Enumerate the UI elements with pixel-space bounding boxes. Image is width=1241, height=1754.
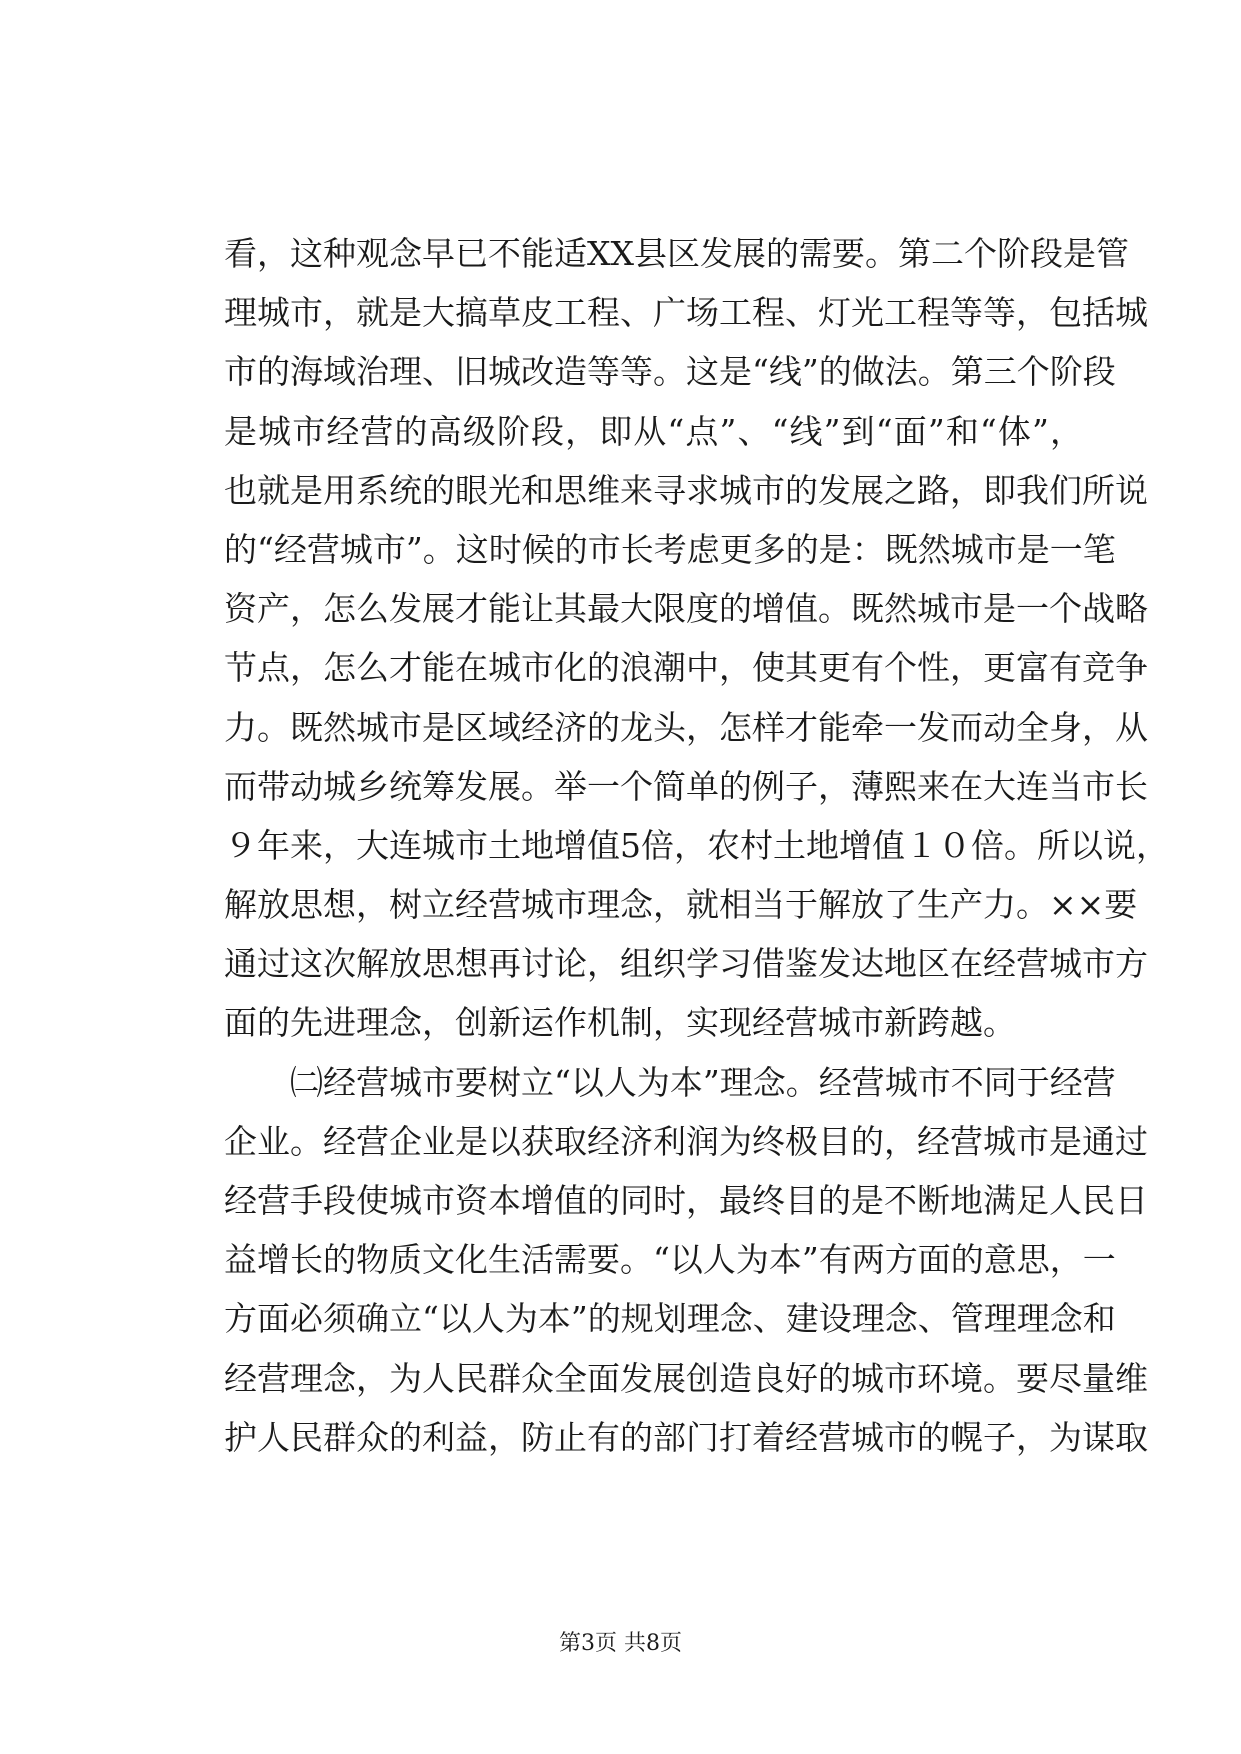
text-line: 资产，怎么发展才能让其最大限度的增值。既然城市是一个战略 [224,589,1148,629]
text-line: 护人民群众的利益，防止有的部门打着经营城市的幌子，为谋取 [224,1417,1148,1457]
text-line: 看，这种观念早已不能适XX县区发展的需要。第二个阶段是管 [224,234,1129,273]
text-line: ㈡经营城市要树立“以人为本”理念。经营城市不同于经营 [290,1062,1116,1102]
text-line: 经营手段使城市资本增值的同时，最终目的是不断地满足人民日 [224,1181,1148,1220]
text-line: 市的海域治理、旧城改造等等。这是“线”的做法。第三个阶段 [224,352,1116,392]
text-line: 面的先进理念，创新运作机制，实现经营城市新跨越。 [224,1003,1016,1043]
text-line: 的“经营城市”。这时候的市长考虑更多的是：既然城市是一笔 [224,529,1116,569]
text-line: 节点，怎么才能在城市化的浪潮中，使其更有个性，更富有竞争 [224,648,1148,688]
page-number: 第3页 共8页 [559,1631,682,1656]
text-line: 也就是用系统的眼光和思维来寻求城市的发展之路，即我们所说 [224,470,1148,510]
text-line: ９年来，大连城市土地增值5倍，农村土地增值１０倍。所以说， [224,825,1169,865]
text-line: 理城市，就是大搞草皮工程、广场工程、灯光工程等等，包括城 [224,293,1148,333]
text-line: 企业。经营企业是以获取经济利润为终极目的，经营城市是通过 [224,1121,1148,1161]
text-line: 解放思想，树立经营城市理念，就相当于解放了生产力。××要 [224,885,1138,925]
text-line: 是城市经营的高级阶段，即从“点”、“线”到“面”和“体”， [224,411,1083,451]
text-line: 通过这次解放思想再讨论，组织学习借鉴发达地区在经营城市方 [224,944,1148,984]
text-line: 而带动城乡统筹发展。举一个简单的例子，薄熙来在大连当市长 [224,766,1148,806]
text-line: 经营理念，为人民群众全面发展创造良好的城市环境。要尽量维 [224,1358,1148,1398]
text-line: 益增长的物质文化生活需要。“以人为本”有两方面的意思，一 [224,1240,1116,1280]
text-line: 力。既然城市是区域经济的龙头，怎样才能牵一发而动全身，从 [224,707,1148,747]
text-line: 方面必须确立“以人为本”的规划理念、建设理念、管理理念和 [224,1299,1116,1339]
document-body [224,224,1169,1467]
